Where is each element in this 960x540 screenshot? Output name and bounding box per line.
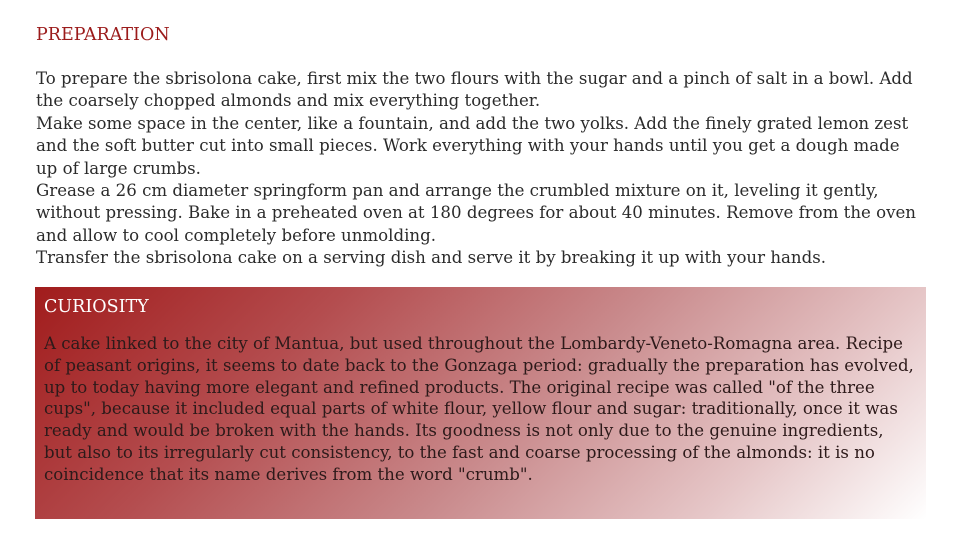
preparation-heading: PREPARATION <box>36 25 170 45</box>
curiosity-box <box>35 287 926 519</box>
preparation-paragraph: Grease a 26 cm diameter springform pan and arrange the crumbled mixture on it, leveling it gently, without pressing. Bake in a preheated oven at 180 degrees for about 40 minutes. Remove from the oven and allow to cool completely before unmolding. <box>36 181 916 245</box>
preparation-paragraph: Transfer the sbrisolona cake on a serving dish and serve it by breaking it up with your hands. <box>36 248 827 268</box>
preparation-text <box>36 68 926 270</box>
preparation-paragraph: Make some space in the center, like a fountain, and add the two yolks. Add the finely grated lemon zest and the soft butter cut into small pieces. Work everything with your hands until you get a dough made up of large crumbs. <box>36 113 909 178</box>
curiosity-heading: CURIOSITY <box>44 297 149 317</box>
curiosity-text: A cake linked to the city of Mantua, but used throughout the Lombardy-Veneto-Romagna area. Recipe of peasant origins, it seems to date back to the Gonzaga period: gradually the preparation has evolved, up to today having more elegant and refined products. The original recipe was called "of the three cups", because it included equal parts of white flour, yellow flour and sugar: traditionally, once it was ready and would be broken with the hands. Its goodness is not only due to the genuine ingredients, but also to its irregularly cut consistency, to the fast and coarse processing of the almonds: it is no coincidence that its name derives from the word "crumb". <box>44 334 914 484</box>
preparation-paragraph: To prepare the sbrisolona cake, first mix the two flours with the sugar and a pinch of salt in a bowl. Add the coarsely chopped almonds and mix everything together. <box>36 69 913 111</box>
